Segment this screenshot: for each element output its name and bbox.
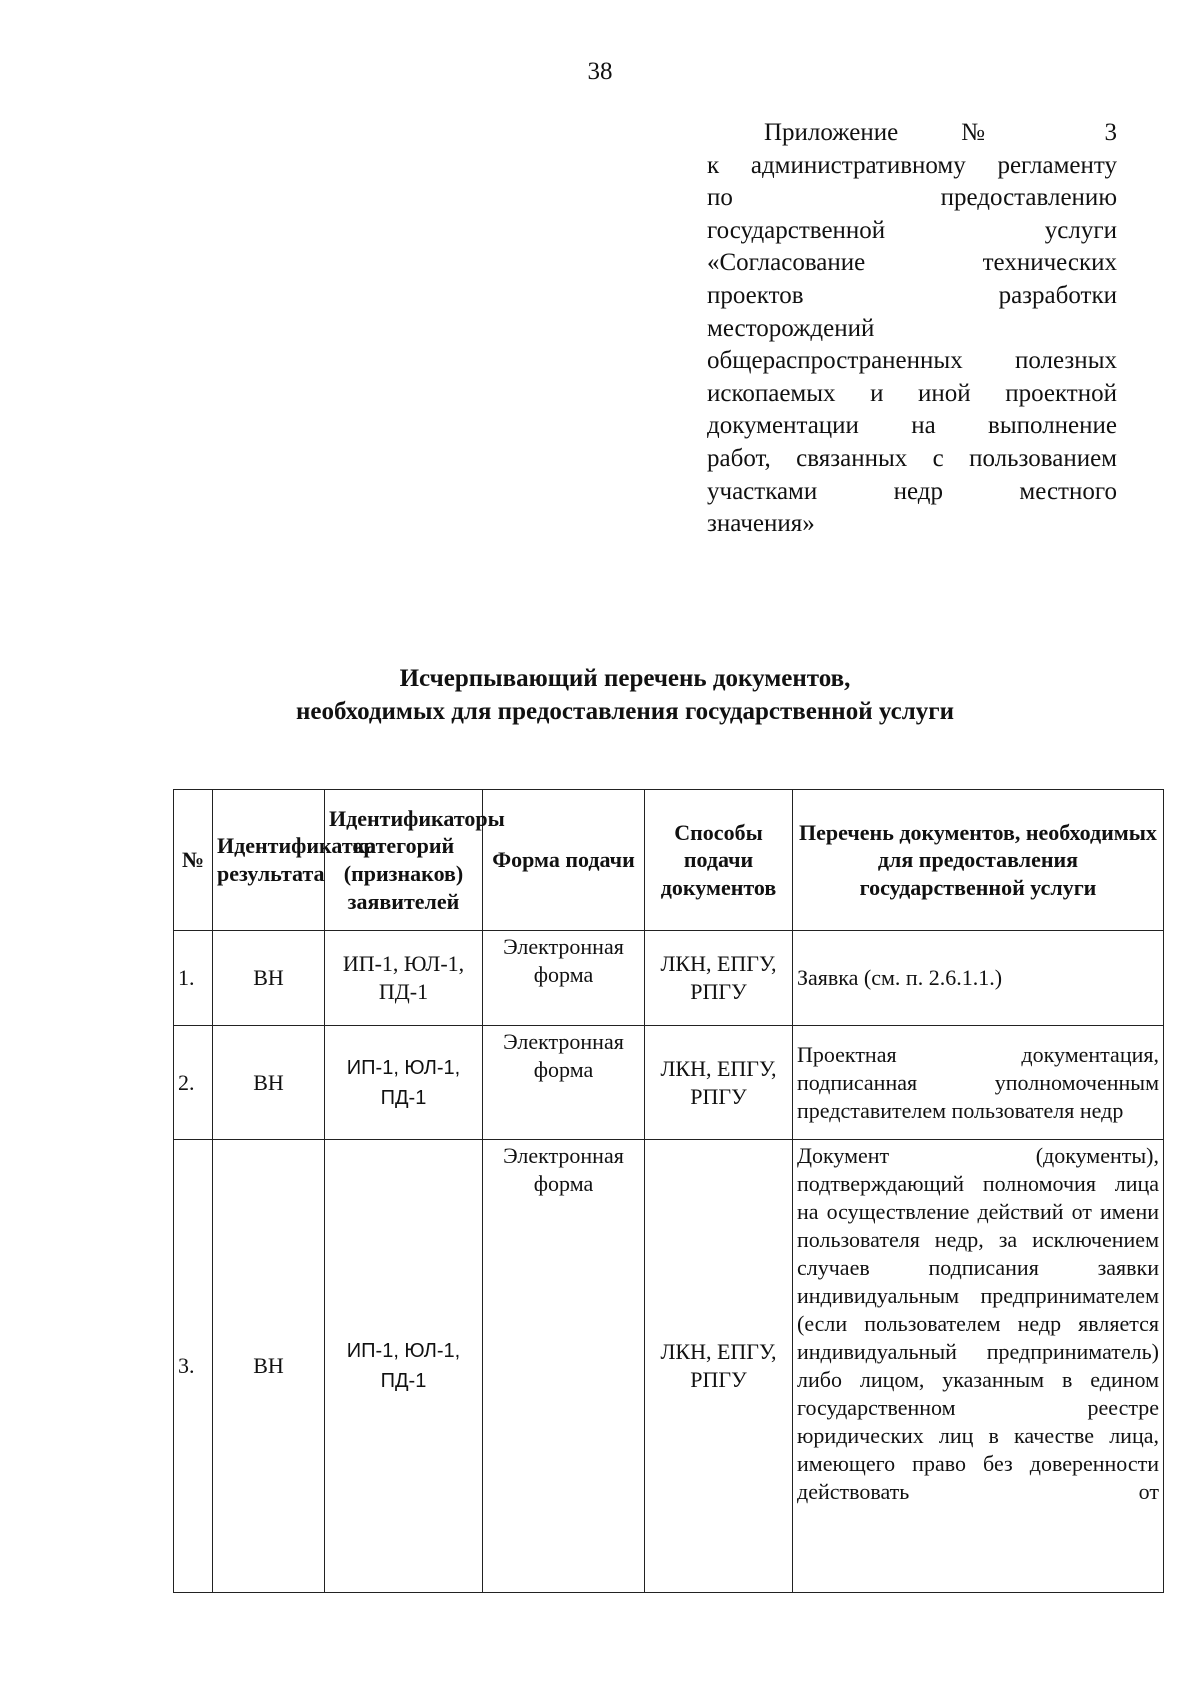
table-row	[174, 931, 1164, 1026]
appendix-line: месторождений	[707, 314, 875, 342]
header-documents: Перечень документов, необходимых для предоставления государственной услуги	[793, 790, 1164, 931]
header-categories: Идентификаторы категорий (признаков) заявителей	[325, 790, 483, 931]
row-categories: ИП-1, ЮЛ-1, ПД-1	[325, 1026, 483, 1140]
appendix-line: общераспространенных полезных	[707, 347, 1117, 375]
header-ways: Способы подачи документов	[645, 790, 793, 931]
row-result-id: ВН	[213, 1026, 325, 1140]
row-form: Электронная форма	[483, 931, 645, 1026]
row-ways: ЛКН, ЕПГУ, РПГУ	[645, 1140, 793, 1593]
page-number: 38	[587, 58, 613, 85]
row-result-id: ВН	[213, 931, 325, 1026]
appendix-line: документации на выполнение	[707, 412, 1117, 440]
appendix-line: государственной услуги	[707, 216, 1117, 244]
title-line-2: необходимых для предоставления государственной услуги	[296, 698, 954, 725]
appendix-line: участками недр местного	[707, 477, 1117, 505]
row-num: 2.	[174, 1026, 213, 1140]
appendix-line: «Согласование технических	[707, 249, 1117, 277]
row-documents-cell	[793, 1026, 1164, 1140]
documents-table	[173, 789, 1164, 1593]
table-row	[174, 1026, 1164, 1140]
row-num: 3.	[174, 1140, 213, 1593]
header-num: №	[174, 790, 213, 931]
appendix-line: Приложение № 3	[764, 119, 1117, 146]
appendix-line: проектов разработки	[707, 281, 1117, 309]
row-documents: Заявка (см. п. 2.6.1.1.)	[793, 931, 1164, 1026]
appendix-line: значения»	[707, 510, 815, 538]
appendix-line: к административному регламенту	[707, 151, 1117, 179]
appendix-line: ископаемых и иной проектной	[707, 379, 1117, 407]
row-ways: ЛКН, ЕПГУ, РПГУ	[645, 1026, 793, 1140]
appendix-note	[707, 117, 1117, 541]
header-form: Форма подачи	[483, 790, 645, 931]
document-title	[0, 662, 1200, 728]
row-form: Электронная форма	[483, 1026, 645, 1140]
appendix-line: работ, связанных с пользованием	[707, 444, 1117, 472]
title-line-1: Исчерпывающий перечень документов,	[399, 665, 851, 692]
row-documents-cell	[793, 1140, 1164, 1593]
row-ways: ЛКН, ЕПГУ, РПГУ	[645, 931, 793, 1026]
table-header-row	[174, 790, 1164, 931]
header-result-id: Идентификатор результата	[213, 790, 325, 931]
table-row	[174, 1140, 1164, 1593]
row-form: Электронная форма	[483, 1140, 645, 1593]
row-documents: Документ (документы), подтверждающий полномочия лица на осуществление действий от имени пользователя недр, за исключением случаев подписания заявки индивидуальным предпринимателем (если пользователем недр является индивидуальный предприниматель) либо лицом, указанным в едином государственном реестре юридических лиц в качестве лица, имеющего право без доверенности действовать от	[797, 1143, 1159, 1504]
row-categories: ИП-1, ЮЛ-1, ПД-1	[325, 1140, 483, 1593]
row-documents: Проектная документация, подписанная уполномоченным представителем пользователя недр	[797, 1041, 1159, 1123]
appendix-line: по предоставлению	[707, 184, 1117, 212]
row-result-id: ВН	[213, 1140, 325, 1593]
row-num: 1.	[174, 931, 213, 1026]
row-categories: ИП-1, ЮЛ-1, ПД-1	[325, 931, 483, 1026]
